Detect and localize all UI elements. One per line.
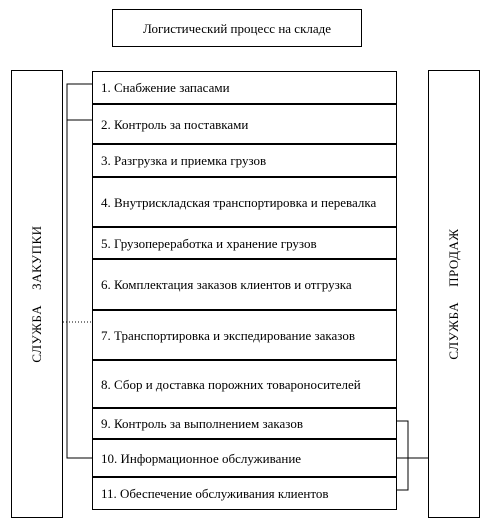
step-box-9 xyxy=(92,408,397,439)
sales-service-box xyxy=(428,70,480,518)
step-label-4: 4. Внутрискладская транспортировка и перевалка xyxy=(101,194,377,210)
sales-connector xyxy=(397,421,408,490)
step-box-6 xyxy=(92,259,397,310)
step-box-11 xyxy=(92,477,397,510)
step-label-5: 5. Грузопереработка и хранение грузов xyxy=(101,235,317,251)
step-box-10 xyxy=(92,439,397,477)
step-box-3 xyxy=(92,144,397,177)
step-label-9: 9. Контроль за выполнением заказов xyxy=(101,416,303,431)
step-box-8 xyxy=(92,360,397,408)
step-label-3: 3. Разгрузка и приемка грузов xyxy=(101,153,267,168)
step-box-7 xyxy=(92,310,397,360)
diagram-title-text: Логистический процесс на складе xyxy=(142,20,332,36)
step-label-8: 8. Сбор и доставка порожних товароносителей xyxy=(101,376,361,392)
step-box-1 xyxy=(92,71,397,104)
step-label-2: 2. Контроль за поставками xyxy=(101,116,249,132)
step-box-4 xyxy=(92,177,397,227)
purchasing-service-label: СЛУЖБА ЗАКУПКИ xyxy=(29,225,44,363)
step-label-6: 6. Комплектация заказов клиентов и отгрузка xyxy=(101,277,352,292)
diagram-title xyxy=(112,9,362,47)
step-box-2 xyxy=(92,104,397,144)
step-label-10: 10. Информационное обслуживание xyxy=(101,450,302,466)
purchasing-service-box xyxy=(11,70,63,518)
sales-service-label: СЛУЖБА ПРОДАЖ xyxy=(446,228,461,360)
step-box-5 xyxy=(92,227,397,259)
step-label-1: 1. Снабжение запасами xyxy=(101,80,230,95)
step-label-11: 11. Обеспечение обслуживания клиентов xyxy=(101,486,329,501)
purchasing-connector xyxy=(67,84,92,458)
step-label-7: 7. Транспортировка и экспедирование заказов xyxy=(101,327,355,343)
